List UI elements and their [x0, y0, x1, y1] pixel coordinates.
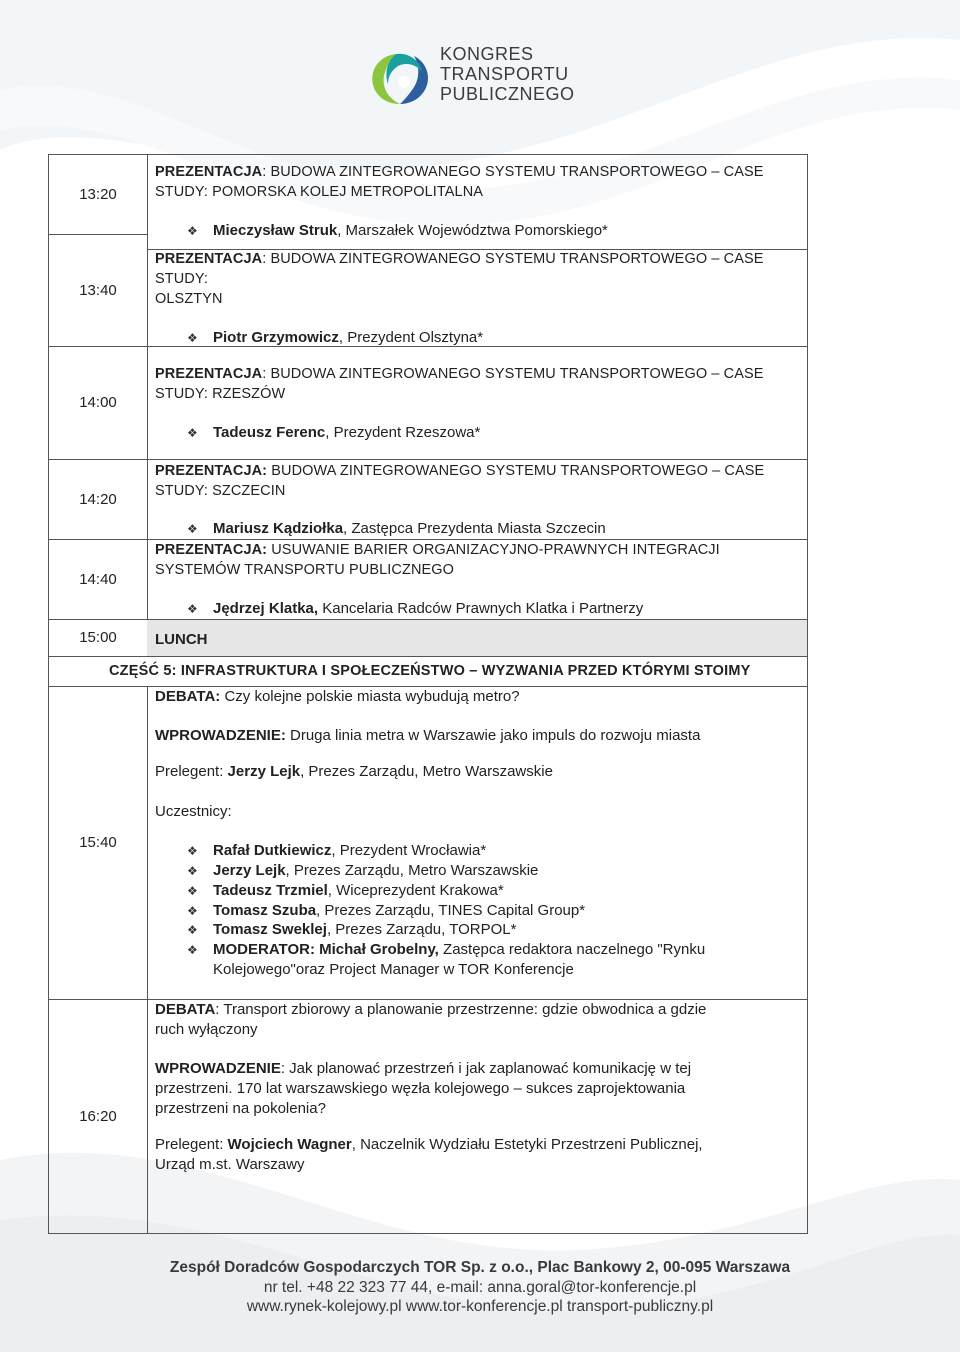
- speaker: Mariusz Kądziołka, Zastępca Prezydenta Miasta Szczecin: [213, 520, 606, 537]
- moderator-item: MODERATOR: Michał Grobelny, Zastępca redaktora naczelnego "Rynku: [213, 941, 706, 958]
- agenda-table: [48, 154, 808, 1234]
- time-cell: [48, 346, 148, 459]
- debate-title-cont: ruch wyłączony: [155, 1021, 258, 1038]
- time-cell: [48, 154, 148, 234]
- diamond-bullet-icon: ❖: [187, 522, 198, 536]
- presentation-title: PREZENTACJA: BUDOWA ZINTEGROWANEGO SYSTEMU TRANSPORTOWEGO – CASE: [155, 251, 764, 267]
- prelegent: Prelegent: Wojciech Wagner, Naczelnik Wydziału Estetyki Przestrzeni Publicznej,: [155, 1136, 703, 1153]
- footer-company: Zespół Doradców Gospodarczych TOR Sp. z o.o., Plac Bankowy 2, 00-095 Warszawa: [169, 1259, 791, 1276]
- logo-line-3: PUBLICZNEGO: [440, 84, 575, 104]
- diamond-bullet-icon: ❖: [187, 943, 198, 957]
- presentation-title-cont: STUDY: RZESZÓW: [155, 386, 286, 402]
- debate-title: DEBATA: Transport zbiorowy a planowanie przestrzenne: gdzie obwodnica a gdzie: [155, 1001, 707, 1018]
- intro-cont: przestrzeni. 170 lat warszawskiego węzła kolejowego – sukces zaprojektowania: [155, 1080, 686, 1097]
- speaker: Jędrzej Klatka, Kancelaria Radców Prawnych Klatka i Partnerzy: [213, 600, 644, 617]
- session-cell: [147, 154, 808, 249]
- diamond-bullet-icon: ❖: [187, 331, 198, 345]
- speaker: Mieczysław Struk, Marszałek Województwa Pomorskiego*: [213, 222, 608, 239]
- intro-cont: przestrzeni na pokolenia?: [155, 1100, 326, 1117]
- lunch-cell: [147, 620, 808, 656]
- presentation-title: PREZENTACJA: USUWANIE BARIER ORGANIZACYJNO-PRAWNYCH INTEGRACJI: [155, 542, 720, 558]
- logo-line-2: TRANSPORTU: [440, 64, 569, 84]
- speaker: Piotr Grzymowicz, Prezydent Olsztyna*: [213, 329, 484, 346]
- prelegent: Prelegent: Jerzy Lejk, Prezes Zarządu, Metro Warszawskie: [155, 763, 553, 780]
- time-label: 15:40: [79, 834, 117, 851]
- debate-title: DEBATA: Czy kolejne polskie miasta wybudują metro?: [155, 688, 520, 705]
- logo-line-1: KONGRES: [440, 44, 534, 64]
- session-cell: [147, 459, 808, 539]
- row-divider: [48, 234, 148, 235]
- time-label: 13:20: [79, 185, 117, 203]
- diamond-bullet-icon: ❖: [187, 923, 198, 937]
- diamond-bullet-icon: ❖: [187, 426, 198, 440]
- debate-cell: [147, 686, 808, 999]
- table-top-border: [48, 154, 808, 155]
- intro: WPROWADZENIE: Jak planować przestrzeń i jak zaplanować komunikację w tej: [155, 1060, 692, 1077]
- time-cell: [48, 459, 148, 539]
- time-cell: [48, 686, 148, 999]
- speaker: Tadeusz Ferenc, Prezydent Rzeszowa*: [213, 424, 481, 441]
- presentation-title: PREZENTACJA: BUDOWA ZINTEGROWANEGO SYSTEMU TRANSPORTOWEGO – CASE: [155, 164, 764, 180]
- participant-item: Jerzy Lejk, Prezes Zarządu, Metro Warszawskie: [213, 862, 539, 879]
- time-label: 14:00: [79, 394, 117, 411]
- footer-websites: www.rynek-kolejowy.pl www.tor-konferencje.pl transport-publiczny.pl: [246, 1298, 714, 1315]
- debate-cell: [147, 999, 808, 1233]
- footer: [0, 1258, 960, 1316]
- section-title: CZĘŚĆ 5: INFRASTRUKTURA I SPOŁECZEŃSTWO – WYZWANIA PRZED KTÓRYMI STOIMY: [109, 663, 751, 679]
- moderator-item-cont: Kolejowego"oraz Project Manager w TOR Konferencje: [213, 961, 574, 978]
- section-row: [48, 656, 808, 686]
- time-label: 14:40: [79, 570, 117, 588]
- participant-item: Tadeusz Trzmiel, Wiceprezydent Krakowa*: [213, 882, 504, 899]
- table-bottom-border: [48, 1233, 808, 1234]
- prelegent-cont: Urząd m.st. Warszawy: [155, 1156, 305, 1173]
- congress-logo: [366, 44, 576, 114]
- presentation-title-cont: STUDY:: [155, 271, 208, 287]
- logo-swirl-icon: [366, 48, 432, 110]
- diamond-bullet-icon: ❖: [187, 884, 198, 898]
- time-cell: [48, 999, 148, 1233]
- participant-item: Rafał Dutkiewicz, Prezydent Wrocławia*: [213, 842, 487, 859]
- time-label: 16:20: [79, 1107, 117, 1125]
- footer-contact: nr tel. +48 22 323 77 44, e-mail: anna.goral@tor-konferencje.pl: [263, 1279, 697, 1296]
- time-label: 13:40: [79, 281, 117, 299]
- diamond-bullet-icon: ❖: [187, 864, 198, 878]
- diamond-bullet-icon: ❖: [187, 602, 198, 616]
- lunch-label: LUNCH: [155, 631, 208, 648]
- participant-item: Tomasz Sweklej, Prezes Zarządu, TORPOL*: [213, 921, 517, 938]
- diamond-bullet-icon: ❖: [187, 224, 198, 238]
- time-label: 15:00: [79, 629, 117, 646]
- session-cell: [147, 249, 808, 346]
- time-cell: [48, 619, 148, 656]
- diamond-bullet-icon: ❖: [187, 844, 198, 858]
- presentation-title-cont: SYSTEMÓW TRANSPORTU PUBLICZNEGO: [155, 562, 455, 578]
- presentation-title: PREZENTACJA: BUDOWA ZINTEGROWANEGO SYSTEMU TRANSPORTOWEGO – CASE: [155, 366, 764, 382]
- time-cell: [48, 234, 148, 346]
- participant-item: Tomasz Szuba, Prezes Zarządu, TINES Capital Group*: [213, 902, 586, 919]
- presentation-title-cont: OLSZTYN: [155, 291, 223, 307]
- time-cell: [48, 539, 148, 619]
- participants-label: Uczestnicy:: [155, 803, 232, 820]
- session-cell: [147, 346, 808, 459]
- session-cell: [147, 539, 808, 619]
- presentation-title: PREZENTACJA: BUDOWA ZINTEGROWANEGO SYSTEMU TRANSPORTOWEGO – CASE: [155, 463, 765, 479]
- presentation-title-cont: STUDY: POMORSKA KOLEJ METROPOLITALNA: [155, 184, 484, 200]
- diamond-bullet-icon: ❖: [187, 904, 198, 918]
- intro: WPROWADZENIE: Druga linia metra w Warszawie jako impuls do rozwoju miasta: [155, 727, 701, 744]
- presentation-title-cont: STUDY: SZCZECIN: [155, 483, 286, 499]
- time-label: 14:20: [79, 490, 117, 508]
